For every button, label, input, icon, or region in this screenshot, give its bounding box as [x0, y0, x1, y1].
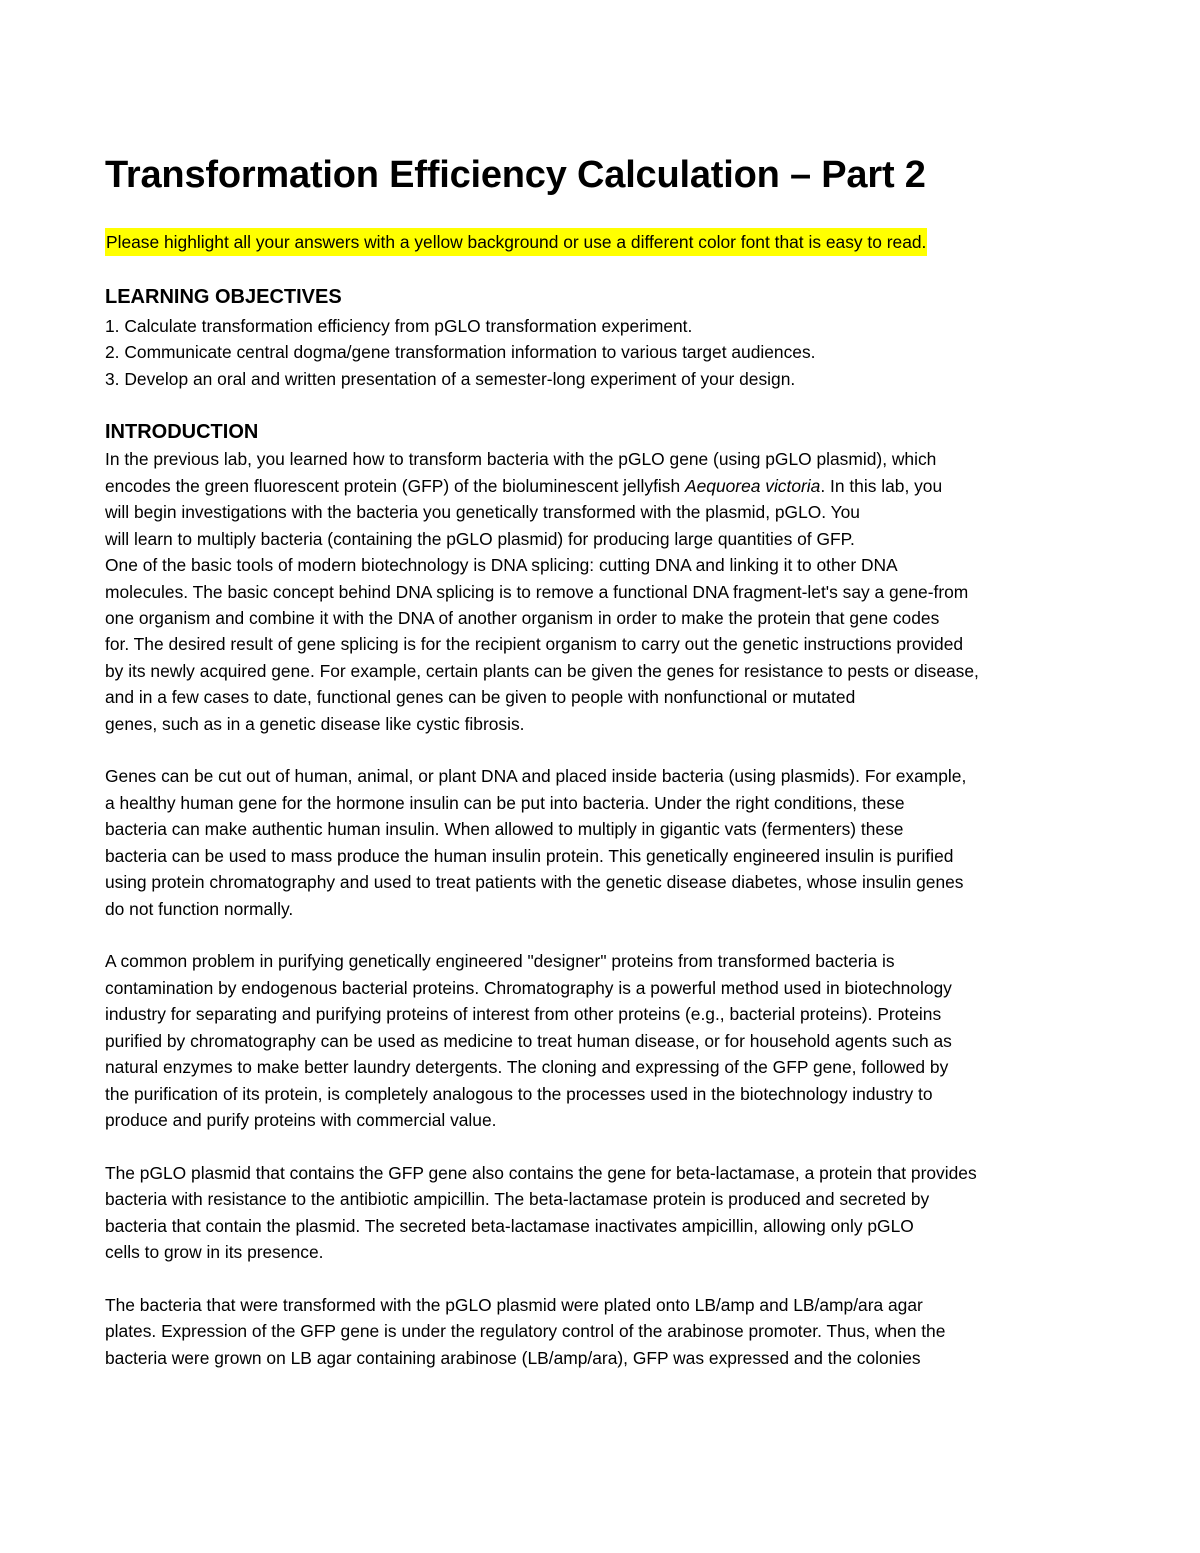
paragraph-line: for. The desired result of gene splicing is for the recipient organism to carry out the genetic instructions provided — [105, 634, 964, 654]
paragraph-line: one organism and combine it with the DNA of another organism in order to make the protein that gene codes — [105, 608, 940, 628]
objective-item: 2. Communicate central dogma/gene transformation information to various target audiences. — [105, 342, 816, 362]
paragraph-line: do not function normally. — [105, 899, 294, 919]
paragraph-line: bacteria were grown on LB agar containing arabinose (LB/amp/ara), GFP was expressed and the colonies — [105, 1348, 921, 1368]
paragraph-line: will learn to multiply bacteria (containing the pGLO plasmid) for producing large quantities of GFP. — [105, 529, 855, 549]
text-segment: encodes the green fluorescent protein (GFP) of the bioluminescent jellyfish — [105, 476, 685, 496]
paragraph-line: cells to grow in its presence. — [105, 1242, 324, 1262]
paragraph-line: One of the basic tools of modern biotechnology is DNA splicing: cutting DNA and linking it to other DNA — [105, 555, 898, 575]
introduction-heading: INTRODUCTION — [105, 421, 259, 443]
paragraph-line: by its newly acquired gene. For example, certain plants can be given the genes for resistance to pests or disease, — [105, 661, 979, 681]
paragraph-line: genes, such as in a genetic disease like cystic fibrosis. — [105, 714, 525, 734]
species-name: Aequorea victoria — [685, 476, 821, 496]
paragraph-line: and in a few cases to date, functional genes can be given to people with nonfunctional or mutated — [105, 687, 856, 707]
paragraph-line: produce and purify proteins with commercial value. — [105, 1110, 497, 1130]
objective-item: 3. Develop an oral and written presentation of a semester-long experiment of your design. — [105, 369, 796, 389]
paragraph-line: industry for separating and purifying proteins of interest from other proteins (e.g., bacterial proteins). Proteins — [105, 1004, 942, 1024]
highlight-instruction: Please highlight all your answers with a yellow background or use a different color font that is easy to read. — [105, 228, 927, 256]
paragraph-line: The pGLO plasmid that contains the GFP gene also contains the gene for beta-lactamase, a protein that provides — [105, 1163, 977, 1183]
paragraph-line: Genes can be cut out of human, animal, or plant DNA and placed inside bacteria (using plasmids). For example, — [105, 766, 967, 786]
paragraph-line: bacteria that contain the plasmid. The secreted beta-lactamase inactivates ampicillin, allowing only pGLO — [105, 1216, 914, 1236]
page-title: Transformation Efficiency Calculation – Part 2 — [105, 154, 926, 196]
paragraph-line: purified by chromatography can be used as medicine to treat human disease, or for household agents such as — [105, 1031, 952, 1051]
paragraph-line: will begin investigations with the bacteria you genetically transformed with the plasmid, pGLO. You — [105, 502, 860, 522]
paragraph-line: using protein chromatography and used to treat patients with the genetic disease diabetes, whose insulin genes — [105, 872, 964, 892]
paragraph-line: molecules. The basic concept behind DNA splicing is to remove a functional DNA fragment-let's say a gene-from — [105, 582, 969, 602]
paragraph-line: natural enzymes to make better laundry detergents. The cloning and expressing of the GFP gene, followed by — [105, 1057, 949, 1077]
objective-item: 1. Calculate transformation efficiency from pGLO transformation experiment. — [105, 316, 693, 336]
paragraph-line: bacteria with resistance to the antibiotic ampicillin. The beta-lactamase protein is produced and secreted by — [105, 1189, 930, 1209]
paragraph-line: A common problem in purifying genetically engineered "designer" proteins from transformed bacteria is — [105, 951, 895, 971]
paragraph-line — [105, 473, 942, 499]
paragraph-line: contamination by endogenous bacterial proteins. Chromatography is a powerful method used in biotechnology — [105, 978, 952, 998]
text-segment: . In this lab, you — [820, 476, 943, 496]
paragraph-line: bacteria can be used to mass produce the human insulin protein. This genetically engineered insulin is purified — [105, 846, 954, 866]
paragraph-line: plates. Expression of the GFP gene is under the regulatory control of the arabinose promoter. Thus, when the — [105, 1321, 946, 1341]
paragraph-line: In the previous lab, you learned how to transform bacteria with the pGLO gene (using pGLO plasmid), which — [105, 449, 937, 469]
paragraph-line: a healthy human gene for the hormone insulin can be put into bacteria. Under the right conditions, these — [105, 793, 905, 813]
paragraph-line: the purification of its protein, is completely analogous to the processes used in the biotechnology industry to — [105, 1084, 933, 1104]
paragraph-line: bacteria can make authentic human insulin. When allowed to multiply in gigantic vats (fermenters) these — [105, 819, 904, 839]
paragraph-line: The bacteria that were transformed with the pGLO plasmid were plated onto LB/amp and LB/amp/ara agar — [105, 1295, 923, 1315]
learning-objectives-heading: LEARNING OBJECTIVES — [105, 286, 342, 308]
